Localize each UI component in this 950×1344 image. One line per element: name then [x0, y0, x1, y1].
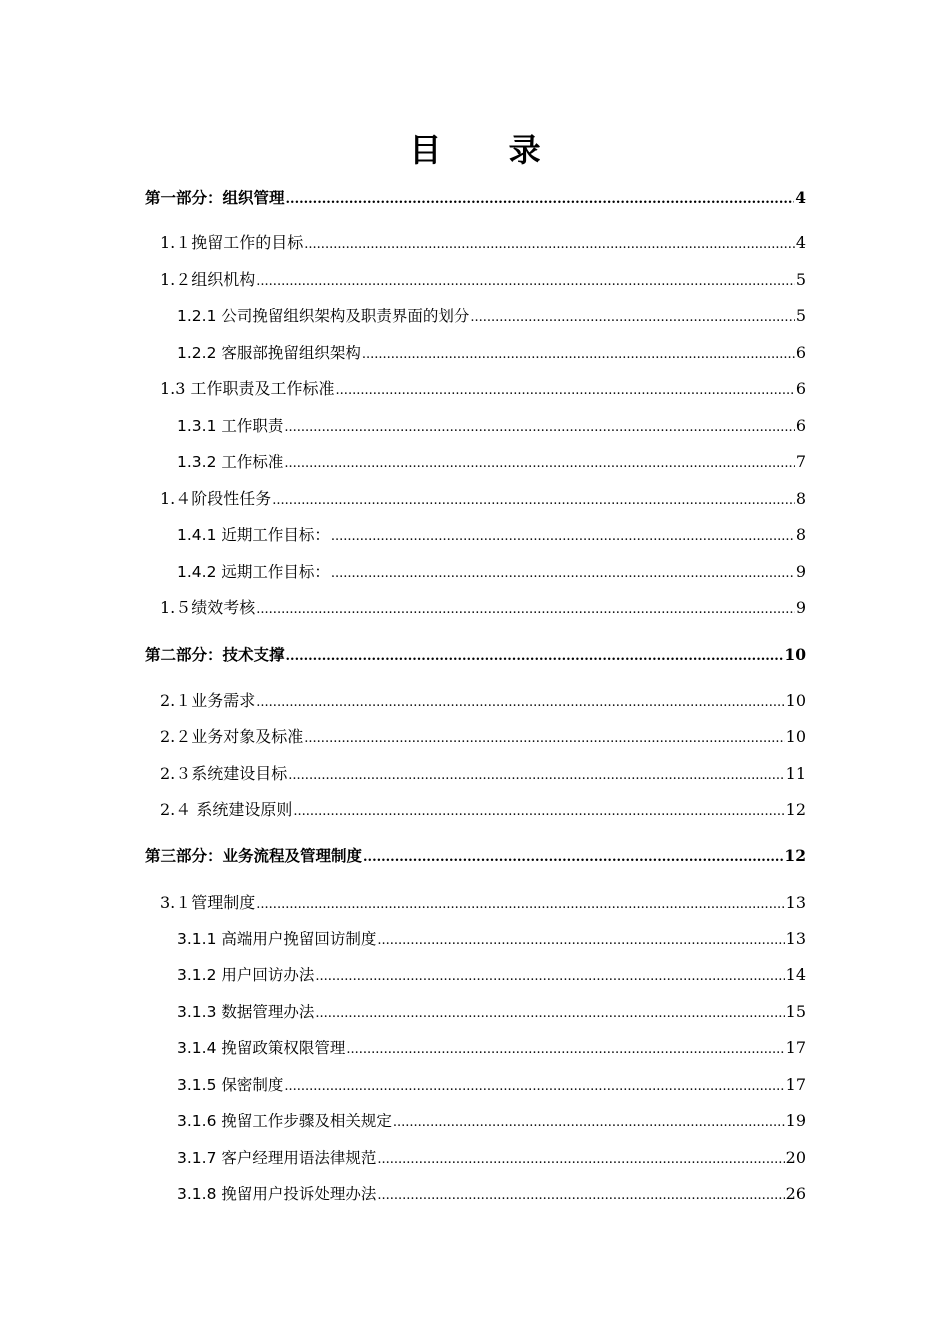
toc-leader-dots	[331, 524, 795, 550]
toc-entry-label: 2.４ 系统建设原则	[160, 800, 293, 819]
toc-leader-dots	[346, 1037, 784, 1063]
toc-entry-label: 1.2.2 客服部挽留组织架构	[177, 344, 361, 362]
toc-entry-label: 第三部分：业务流程及管理制度	[145, 846, 363, 865]
toc-entry-page: 10	[785, 691, 806, 710]
toc-entry-page: 19	[785, 1111, 806, 1130]
toc-leader-dots	[393, 1110, 785, 1136]
toc-leader-dots	[363, 845, 783, 871]
toc-entry[interactable]	[177, 1145, 806, 1171]
toc-entry-label: 3.1.1 高端用户挽留回访制度	[177, 930, 377, 948]
toc-entry-page: 8	[795, 525, 806, 544]
toc-entry[interactable]	[177, 522, 806, 548]
toc-entry-label: 1.２组织机构	[160, 270, 256, 289]
toc-entry-label: 1.4.1 近期工作目标：	[177, 526, 330, 544]
toc-leader-dots	[293, 799, 784, 825]
toc-entry-page: 6	[795, 379, 806, 398]
toc-leader-dots	[256, 690, 784, 716]
toc-entry[interactable]	[160, 376, 806, 402]
toc-entry[interactable]	[160, 595, 806, 621]
toc-entry-label: 2.１业务需求	[160, 691, 256, 710]
toc-entry-label: 1.4.2 远期工作目标：	[177, 563, 330, 581]
toc-entry-page: 10	[784, 645, 806, 664]
toc-entry-label: 3.1.5 保密制度	[177, 1076, 284, 1094]
toc-entry-label: 3.1.3 数据管理办法	[177, 1003, 315, 1021]
toc-entry-label: 2.３系统建设目标	[160, 764, 288, 783]
toc-leader-dots	[256, 597, 795, 623]
toc-leader-dots	[304, 726, 784, 752]
toc-entry-page: 7	[795, 452, 806, 471]
toc-entry-label: 1.2.1 公司挽留组织架构及职责界面的划分	[177, 307, 470, 325]
toc-entry-page: 14	[785, 965, 806, 984]
toc-entry[interactable]	[145, 642, 806, 668]
toc-entry-label: 第一部分：组织管理	[145, 188, 285, 207]
toc-entry-label: 3.１管理制度	[160, 893, 256, 912]
toc-leader-dots	[286, 644, 784, 670]
toc-entry-page: 17	[785, 1075, 806, 1094]
toc-leader-dots	[288, 763, 784, 789]
toc-entry-label: 1.４阶段性任务	[160, 489, 272, 508]
toc-leader-dots	[377, 1147, 784, 1173]
toc-leader-dots	[377, 1183, 784, 1209]
toc-entry-label: 1.3.1 工作职责	[177, 417, 284, 435]
toc-leader-dots	[256, 892, 784, 918]
toc-entry-page: 12	[785, 800, 806, 819]
toc-entry[interactable]	[177, 1072, 806, 1098]
toc-entry-label: 1.１挽留工作的目标	[160, 233, 304, 252]
toc-entry[interactable]	[177, 559, 806, 585]
toc-entry[interactable]	[177, 926, 806, 952]
toc-leader-dots	[284, 1074, 784, 1100]
toc-leader-dots	[315, 1001, 784, 1027]
toc-entry[interactable]	[160, 724, 806, 750]
toc-entry-page: 13	[785, 893, 806, 912]
toc-entry-page: 5	[795, 270, 806, 289]
toc-entry-page: 20	[785, 1148, 806, 1167]
toc-entry[interactable]	[145, 185, 806, 211]
toc-entry[interactable]	[160, 761, 806, 787]
toc-entry[interactable]	[160, 890, 806, 916]
toc-entry-label: 1.3.2 工作标准	[177, 453, 284, 471]
toc-entry[interactable]	[160, 688, 806, 714]
toc-entry[interactable]	[160, 486, 806, 512]
toc-entry-label: 1.3 工作职责及工作标准	[160, 379, 335, 398]
toc-entry-label: 3.1.8 挽留用户投诉处理办法	[177, 1185, 377, 1203]
toc-entry[interactable]	[145, 843, 806, 869]
toc-entry[interactable]	[177, 1035, 806, 1061]
toc-leader-dots	[256, 269, 795, 295]
toc-entry-page: 9	[795, 598, 806, 617]
toc-entry-label: 1.５绩效考核	[160, 598, 256, 617]
toc-leader-dots	[304, 232, 795, 258]
toc-entry[interactable]	[177, 999, 806, 1025]
toc-entry[interactable]	[177, 413, 806, 439]
toc-entry-page: 10	[785, 727, 806, 746]
toc-entry-page: 4	[795, 188, 806, 207]
toc-entry[interactable]	[177, 340, 806, 366]
toc-entry[interactable]	[160, 230, 806, 256]
toc-entry-page: 6	[795, 343, 806, 362]
toc-entry-page: 6	[795, 416, 806, 435]
toc-entry-page: 17	[785, 1038, 806, 1057]
toc-leader-dots	[315, 964, 784, 990]
toc-entry[interactable]	[160, 797, 806, 823]
toc-entry-page: 26	[785, 1184, 806, 1203]
toc-entry-page: 9	[795, 562, 806, 581]
toc-leader-dots	[272, 488, 795, 514]
toc-leader-dots	[331, 561, 795, 587]
toc-leader-dots	[377, 928, 784, 954]
toc-entry[interactable]	[177, 1108, 806, 1134]
toc-entry[interactable]	[160, 267, 806, 293]
toc-entry-page: 4	[795, 233, 806, 252]
toc-entry-label: 3.1.2 用户回访办法	[177, 966, 315, 984]
toc-leader-dots	[336, 378, 795, 404]
toc-entry-page: 15	[785, 1002, 806, 1021]
toc-entry-page: 11	[785, 764, 806, 783]
toc-entry-page: 12	[784, 846, 806, 865]
toc-entry-label: 3.1.6 挽留工作步骤及相关规定	[177, 1112, 392, 1130]
toc-leader-dots	[284, 415, 794, 441]
toc-leader-dots	[362, 342, 795, 368]
toc-entry[interactable]	[177, 1181, 806, 1207]
toc-leader-dots	[470, 305, 794, 331]
toc-entry-label: 2.２业务对象及标准	[160, 727, 304, 746]
toc-leader-dots	[284, 451, 794, 477]
toc-entry-label: 3.1.7 客户经理用语法律规范	[177, 1149, 377, 1167]
toc-entry[interactable]	[177, 449, 806, 475]
toc-entry-label: 第二部分：技术支撑	[145, 645, 285, 664]
toc-entry-page: 5	[795, 306, 806, 325]
toc-entry-page: 8	[795, 489, 806, 508]
toc-entry[interactable]	[177, 303, 806, 329]
toc-title: 目 录	[409, 131, 569, 169]
toc-entry-label: 3.1.4 挽留政策权限管理	[177, 1039, 346, 1057]
toc-entry-page: 13	[785, 929, 806, 948]
toc-leader-dots	[286, 187, 795, 213]
toc-entry[interactable]	[177, 962, 806, 988]
